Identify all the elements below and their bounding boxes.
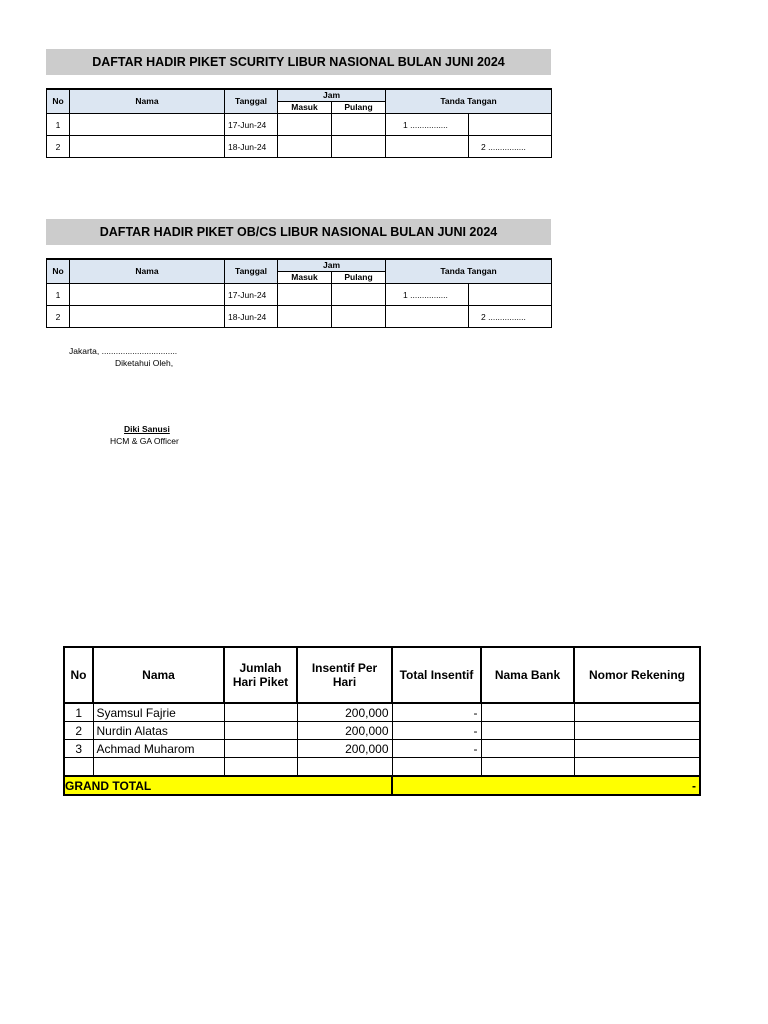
cell-signature-2[interactable] [469, 114, 552, 136]
cell-total: - [392, 703, 481, 722]
header-nama: Nama [70, 89, 225, 114]
header-nama-bank: Nama Bank [481, 647, 574, 703]
cell-nama[interactable] [70, 136, 225, 158]
cell-bank[interactable] [481, 703, 574, 722]
cell-nama: Nurdin Alatas [93, 722, 224, 740]
cell-tanggal: 18-Jun-24 [225, 136, 278, 158]
table-row [64, 703, 700, 722]
header-nomor-rekening: Nomor Rekening [574, 647, 700, 703]
header-jam: Jam [278, 259, 386, 272]
header-tanggal: Tanggal [225, 89, 278, 114]
cell-nama[interactable] [70, 114, 225, 136]
cell-signature-2[interactable]: 2 ................ [469, 136, 552, 158]
cell-signature-2[interactable]: 2 ................ [469, 306, 552, 328]
cell-no [64, 758, 93, 777]
header-jumlah-hari-piket: Jumlah Hari Piket [224, 647, 297, 703]
cell-insentif: 200,000 [297, 740, 392, 758]
table-row [47, 114, 552, 136]
cell-no: 2 [47, 136, 70, 158]
cell-total: - [392, 740, 481, 758]
grand-total-value: - [392, 776, 700, 795]
cell-total: - [392, 722, 481, 740]
incentive-table [63, 646, 701, 796]
cell-no: 1 [47, 284, 70, 306]
cell-rekening[interactable] [574, 722, 700, 740]
cell-nama[interactable] [70, 306, 225, 328]
header-total-insentif: Total Insentif [392, 647, 481, 703]
cell-rekening[interactable] [574, 703, 700, 722]
cell-rekening[interactable] [574, 758, 700, 777]
grand-total-label: GRAND TOTAL [64, 776, 392, 795]
place-date: Jakarta, ................................ [69, 346, 178, 356]
table-row [64, 740, 700, 758]
cell-nama: Achmad Muharom [93, 740, 224, 758]
cell-insentif: 200,000 [297, 722, 392, 740]
cell-pulang[interactable] [332, 136, 386, 158]
cell-bank[interactable] [481, 740, 574, 758]
cell-nama[interactable] [93, 758, 224, 777]
cell-no: 1 [64, 703, 93, 722]
header-masuk: Masuk [278, 272, 332, 284]
cell-tanggal: 17-Jun-24 [225, 114, 278, 136]
table-row [64, 722, 700, 740]
cell-signature-1[interactable]: 1 ................ [386, 284, 469, 306]
cell-jumlah[interactable] [224, 758, 297, 777]
header-tanggal: Tanggal [225, 259, 278, 284]
cell-insentif [297, 758, 392, 777]
obcs-attendance-table [46, 258, 552, 328]
header-no: No [47, 89, 70, 114]
cell-signature-1[interactable] [386, 306, 469, 328]
cell-nama[interactable] [70, 284, 225, 306]
cell-no: 3 [64, 740, 93, 758]
known-by-label: Diketahui Oleh, [115, 358, 174, 368]
cell-jumlah[interactable] [224, 722, 297, 740]
cell-no: 2 [64, 722, 93, 740]
cell-no: 1 [47, 114, 70, 136]
cell-total [392, 758, 481, 777]
cell-tanggal: 18-Jun-24 [225, 306, 278, 328]
signer-name: Diki Sanusi [124, 424, 170, 434]
header-jam: Jam [278, 89, 386, 102]
cell-bank[interactable] [481, 722, 574, 740]
cell-jumlah[interactable] [224, 740, 297, 758]
table-row [47, 136, 552, 158]
cell-no: 2 [47, 306, 70, 328]
header-masuk: Masuk [278, 102, 332, 114]
obcs-title: DAFTAR HADIR PIKET OB/CS LIBUR NASIONAL BULAN JUNI 2024 [46, 219, 551, 245]
table-row [47, 284, 552, 306]
header-nama: Nama [70, 259, 225, 284]
security-title: DAFTAR HADIR PIKET SCURITY LIBUR NASIONAL BULAN JUNI 2024 [46, 49, 551, 75]
signer-position: HCM & GA Officer [110, 436, 179, 446]
header-no: No [64, 647, 93, 703]
table-row [47, 306, 552, 328]
cell-masuk[interactable] [278, 114, 332, 136]
security-attendance-table [46, 88, 552, 158]
header-tanda-tangan: Tanda Tangan [386, 259, 552, 284]
cell-pulang[interactable] [332, 114, 386, 136]
cell-signature-1[interactable]: 1 ................ [386, 114, 469, 136]
cell-masuk[interactable] [278, 306, 332, 328]
cell-masuk[interactable] [278, 284, 332, 306]
cell-pulang[interactable] [332, 284, 386, 306]
cell-masuk[interactable] [278, 136, 332, 158]
cell-jumlah[interactable] [224, 703, 297, 722]
cell-insentif: 200,000 [297, 703, 392, 722]
cell-pulang[interactable] [332, 306, 386, 328]
cell-bank[interactable] [481, 758, 574, 777]
table-row [64, 758, 700, 777]
header-nama: Nama [93, 647, 224, 703]
cell-signature-1[interactable] [386, 136, 469, 158]
cell-rekening[interactable] [574, 740, 700, 758]
cell-nama: Syamsul Fajrie [93, 703, 224, 722]
cell-signature-2[interactable] [469, 284, 552, 306]
header-insentif-per-hari: Insentif Per Hari [297, 647, 392, 703]
header-tanda-tangan: Tanda Tangan [386, 89, 552, 114]
header-pulang: Pulang [332, 102, 386, 114]
header-no: No [47, 259, 70, 284]
header-pulang: Pulang [332, 272, 386, 284]
cell-tanggal: 17-Jun-24 [225, 284, 278, 306]
grand-total-row [64, 776, 700, 795]
